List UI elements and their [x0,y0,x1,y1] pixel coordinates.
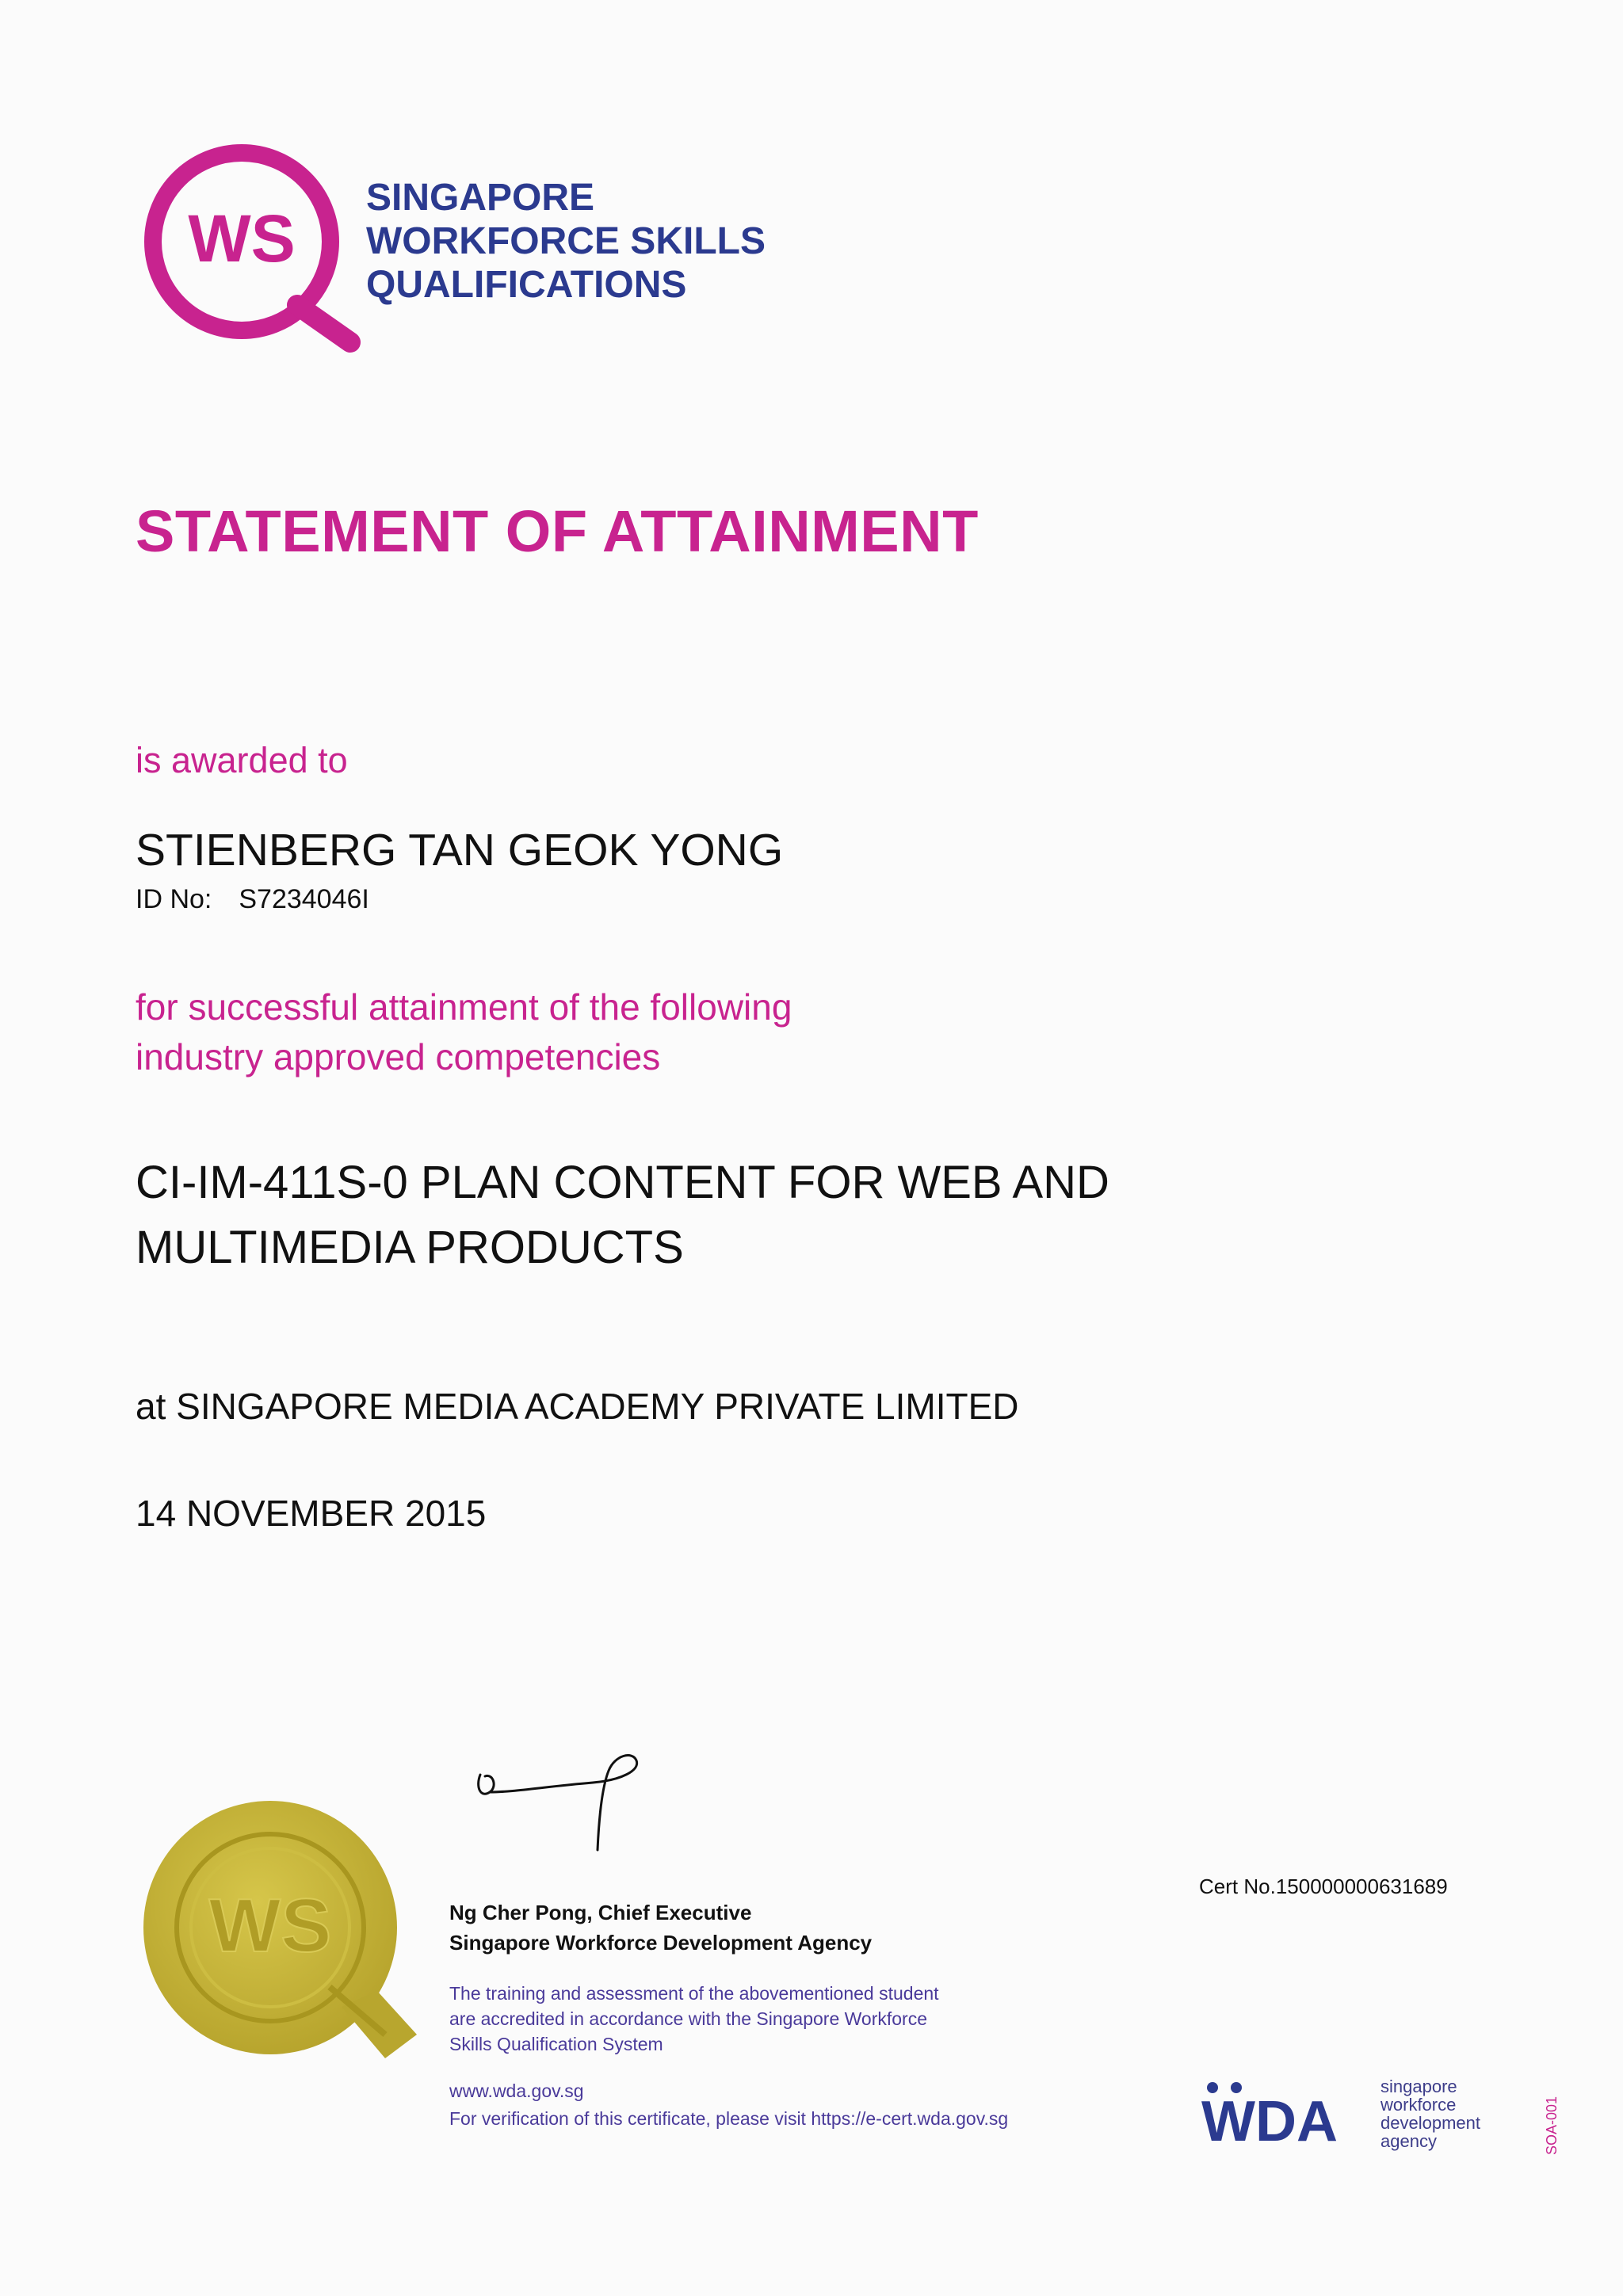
accreditation-note [449,1981,1083,2057]
wda-logo-icon [1201,2081,1376,2145]
wsq-brand-text [366,176,766,307]
signature-icon [474,1751,648,1854]
note-line-3: Skills Qualification System [449,2034,663,2054]
wda-wordmark [1381,2077,1480,2150]
verification-link[interactable]: For verification of this certificate, please visit https://e-cert.wda.gov.sg [449,2108,1009,2129]
form-code [1544,2096,1572,2163]
note-line-1: The training and assessment of the abovementioned student [449,1983,939,2004]
brand-line-3: QUALIFICATIONS [366,264,687,306]
note-line-2: are accredited in accordance with the Singapore Workforce [449,2008,928,2029]
cert-value: 150000000631689 [1275,1875,1448,1898]
wda-line-3: development [1381,2113,1480,2133]
signatory-org: Singapore Workforce Development Agency [449,1931,873,1955]
website-link[interactable]: www.wda.gov.sg [449,2081,584,2101]
form-code-text: SOA-001 [1544,2096,1560,2155]
brand-line-2: WORKFORCE SKILLS [366,220,766,262]
logo-monogram: WS [188,201,296,276]
links [449,2077,1008,2133]
signatory [449,1897,872,1958]
seal-monogram: WS [208,1883,332,1968]
recipient-name: STIENBERG TAN GEOK YONG [136,825,784,875]
institution: at SINGAPORE MEDIA ACADEMY PRIVATE LIMITED [136,1386,1019,1427]
wda-line-1: singapore [1381,2077,1457,2096]
recipient-id [136,884,369,915]
award-date: 14 NOVEMBER 2015 [136,1493,487,1534]
competency-line-1: CI-IM-411S-0 PLAN CONTENT FOR WEB AND [136,1157,1109,1208]
gold-seal-icon [139,1797,425,2074]
attainment-statement [136,982,1086,1082]
page-title: STATEMENT OF ATTAINMENT [136,498,979,564]
wsq-logo-icon [135,135,365,357]
competency-line-2: MULTIMEDIA PRODUCTS [136,1222,684,1273]
cert-number [1199,1875,1448,1899]
competency-title [136,1150,1324,1280]
awarded-to-label: is awarded to [136,740,348,780]
id-label: ID No: [136,884,212,914]
id-value: S7234046I [239,884,369,914]
attainment-line-1: for successful attainment of the following [136,986,792,1028]
wda-line-4: agency [1381,2131,1437,2151]
wda-line-2: workforce [1381,2095,1457,2115]
wda-mark-text: WDA [1201,2090,1338,2145]
brand-line-1: SINGAPORE [366,177,595,219]
cert-label: Cert No. [1199,1875,1276,1898]
signatory-name: Ng Cher Pong, Chief Executive [449,1901,752,1924]
attainment-line-2: industry approved competencies [136,1036,661,1077]
